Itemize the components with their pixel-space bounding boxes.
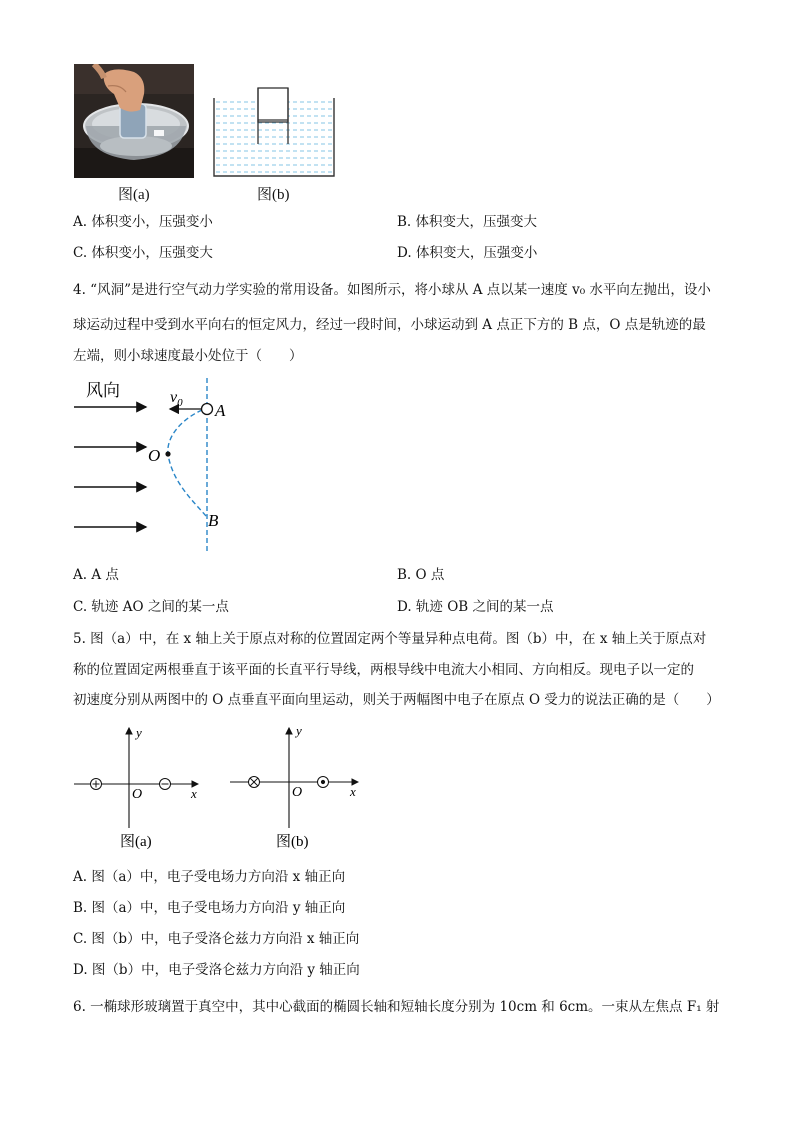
tank-with-inverted-cup [212,86,338,178]
q3-option-c[interactable]: C. 体积变小，压强变大 [73,245,213,261]
wires-figure-b [226,724,366,852]
q3-option-b[interactable]: B. 体积变大，压强变大 [397,214,538,230]
photo-figure-a [74,64,194,178]
q3-option-d[interactable]: D. 体积变大，压强变小 [397,245,538,261]
q5-option-d[interactable]: D. 图（b）中，电子受洛仑兹力方向沿 y 轴正向 [73,962,360,978]
q4-option-a[interactable]: A. A 点 [73,567,119,583]
charges-figure-a [72,724,212,852]
negative-charge-icon [160,779,171,790]
wind-arrows [74,407,146,527]
trajectory-curve [168,410,206,516]
wind-direction-label: 风向 [86,381,120,400]
origin-label-b: O [292,785,303,800]
q5-option-c[interactable]: C. 图（b）中，电子受洛仑兹力方向沿 x 轴正向 [73,931,360,947]
q5-stem-line3: 初速度分别从两图中的 O 点垂直平面向里运动，则关于两幅图中电子在原点 O 受力的说法正确的是（ ） [73,692,720,708]
q5-option-b[interactable]: B. 图（a）中，电子受电场力方向沿 y 轴正向 [73,900,346,916]
figure-b-caption-q5: 图(b) [276,834,309,850]
q4-stem-line2: 球运动过程中受到水平向右的恒定风力，经过一段时间，小球运动到 A 点正下方的 B 点，O 点是轨迹的最 [73,317,706,333]
q5-option-a[interactable]: A. 图（a）中，电子受电场力方向沿 x 轴正向 [73,869,346,885]
q5-stem-line1: 5. 图（a）中，在 x 轴上关于原点对称的位置固定两个等量异种点电荷。图（b）中，在 x 轴上关于原点对 [73,631,707,647]
v0-label: $v_0$ [170,389,183,409]
wind-tunnel-figure [70,374,240,554]
q4-option-c[interactable]: C. 轨迹 AO 之间的某一点 [73,599,229,615]
current-into-page-icon [249,777,260,788]
q6-stem-line1: 6. 一椭球形玻璃置于真空中，其中心截面的椭圆长轴和短轴长度分别为 10cm 和 6cm。一束从左焦点 F₁ 射 [73,999,720,1015]
point-b-label: B [208,511,219,530]
positive-charge-icon [91,779,102,790]
point-o-label: O [148,446,161,465]
q4-option-b[interactable]: B. O 点 [397,567,445,583]
x-axis-label: x [191,786,197,801]
q4-stem-line3: 左端，则小球速度最小处位于（ ） [73,348,303,364]
q4-option-d[interactable]: D. 轨迹 OB 之间的某一点 [397,599,554,615]
origin-label: O [132,787,143,802]
point-o-dot [165,451,170,456]
axes-current-wires [226,724,366,852]
y-axis-label-b: y [296,724,302,738]
figure-b-caption: 图(b) [257,187,290,203]
photo-hand-pressing-cup [74,64,194,178]
wind-tunnel-diagram [70,374,240,554]
ball-at-a [202,404,213,415]
q4-stem-line1: 4. “风洞”是进行空气动力学实验的常用设备。如图所示，将小球从 A 点以某一速度 v₀ 水平向左抛出，设小 [73,282,711,298]
q3-option-a[interactable]: A. 体积变小，压强变小 [73,214,213,230]
tank-diagram-figure-b [212,86,338,178]
y-axis-label: y [136,725,142,740]
point-a-label: A [215,401,226,420]
current-out-of-page-icon [318,777,329,788]
q5-stem-line2: 称的位置固定两根垂直于该平面的长直平行导线，两根导线中电流大小相同、方向相反。现电子以一定的 [73,662,694,678]
figure-a-caption: 图(a) [118,187,150,203]
axes-point-charges [72,724,212,852]
x-axis-label-b: x [350,784,356,799]
figure-a-caption-q5: 图(a) [120,834,152,850]
